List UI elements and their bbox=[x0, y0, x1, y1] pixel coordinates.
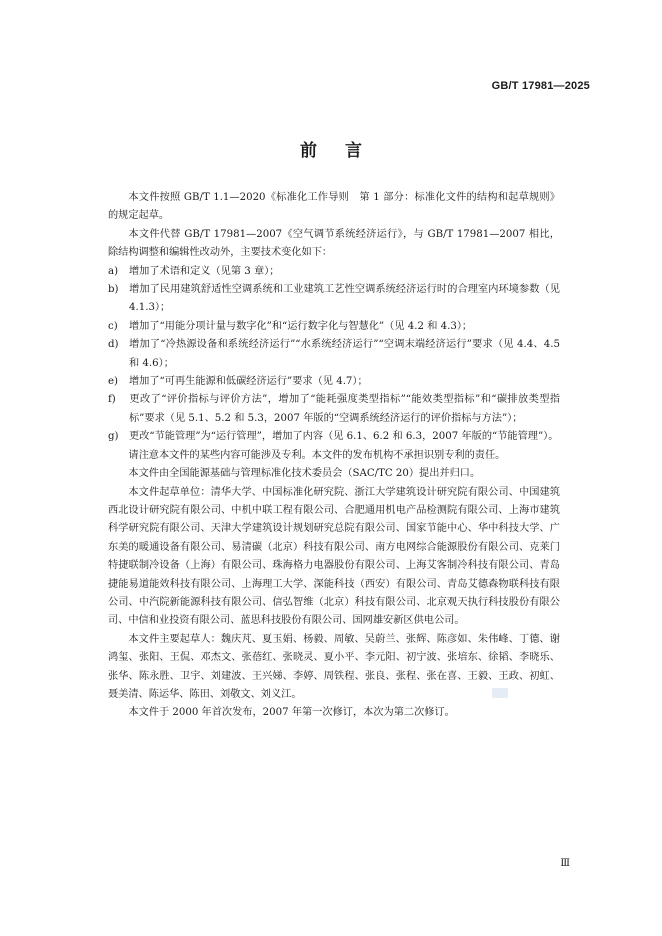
changes-list bbox=[108, 263, 560, 447]
list-item bbox=[108, 391, 560, 428]
list-item-label: e) bbox=[108, 376, 119, 388]
list-item-text: 增加了“冷热源设备和系统经济运行”“水系统经济运行”“空调末端经济运行”要求（见 4.4、4.5 和 4.6）； bbox=[129, 339, 560, 369]
document-id: GB/T 17981—2025 bbox=[491, 80, 590, 92]
patent-notice-paragraph: 请注意本文件的某些内容可能涉及专利。本文件的发布机构不承担识别专利的责任。 bbox=[128, 449, 506, 461]
drafters-paragraph: 本文件主要起草人：魏庆芃、夏玉娟、杨毅、周敏、吴蔚兰、张辉、陈彦如、朱伟峰、丁德、谢鸿玺、张阳、王侃、邓杰文、张蓓红、张晓灵、夏小平、李元阳、初宁波、张培东、徐韬、李晓乐、张华、陈永胜、卫宇、刘建波、王兴娣、李婷、周铁程、张良、张程、张在喜、王毅、王政、初虹、聂美清、陈运华、陈田、刘敬文、刘义江。 bbox=[108, 633, 560, 700]
committee-paragraph: 本文件由全国能源基础与管理标准化技术委员会（SAC/TC 20）提出并归口。 bbox=[128, 468, 481, 480]
list-item bbox=[108, 318, 560, 336]
list-item-text: 增加了民用建筑舒适性空调系统和工业建筑工艺性空调系统经济运行时的合理室内环境参数（见 4.1.3）； bbox=[129, 284, 560, 314]
list-item-label: g) bbox=[108, 431, 119, 443]
list-item-label: f) bbox=[108, 394, 116, 406]
page-number: Ⅲ bbox=[560, 858, 570, 869]
list-item bbox=[108, 263, 560, 281]
list-item-label: d) bbox=[108, 339, 119, 351]
drafting-units-paragraph: 本文件起草单位：清华大学、中国标准化研究院、浙江大学建筑设计研究院有限公司、中国建筑西北设计研究院有限公司、中机中联工程有限公司、合肥通用机电产品检测院有限公司、上海市建筑科学研究院有限公司、天津大学建筑设计规划研究总院有限公司、国家节能中心、华中科技大学、广东美的暖通设备有限公司、易清碳（北京）科技有限公司、南方电网综合能源股份有限公司、克莱门特捷联制冷设备（上海）有限公司、珠海格力电器股份有限公司、上海艾客制冷科技有限公司、青岛捷能易道能效科技有限公司、上海理工大学、深能科技（西安）有限公司、青岛艾德森物联科技有限公司、中汽院新能源科技有限公司、信弘智维（北京）科技有限公司、北京观天执行科技股份有限公司、中信和业投资有限公司、蓝思科技股份有限公司、国网雄安新区供电公司。 bbox=[108, 486, 560, 627]
list-item-text: 增加了“用能分项计量与数字化”和“运行数字化与智慧化”（见 4.2 和 4.3）； bbox=[129, 320, 473, 332]
list-item bbox=[108, 373, 560, 391]
document-body bbox=[108, 189, 560, 723]
list-item-text: 更改了“评价指标与评价方法”，增加了“能耗强度类型指标”“能效类型指标”和“碳排放类型指标”要求（见 5.1、5.2 和 5.3，2007 年版的“空调系统经济运行的评价指标与方法”）； bbox=[129, 394, 560, 424]
intro-paragraph-drafting-rules: 本文件按照 GB/T 1.1—2020《标准化工作导则 第 1 部分：标准化文件的结构和起草规则》的规定起草。 bbox=[108, 192, 560, 222]
list-item-label: c) bbox=[108, 320, 118, 332]
list-item-text: 增加了术语和定义（见第 3 章）； bbox=[129, 265, 280, 277]
watermark-logo-icon bbox=[492, 688, 508, 698]
page-title: 前言 bbox=[300, 141, 390, 161]
list-item-label: b) bbox=[108, 284, 119, 296]
list-item-text: 更改“节能管理”为“运行管理”，增加了内容（见 6.1、6.2 和 6.3，2007 年版的“节能管理”）。 bbox=[129, 431, 559, 443]
list-item-text: 增加了“可再生能源和低碳经济运行”要求（见 4.7）； bbox=[129, 376, 368, 388]
intro-paragraph-replacement: 本文件代替 GB/T 17981—2007《空气调节系统经济运行》，与 GB/T 17981—2007 相比，除结构调整和编辑性改动外，主要技术变化如下： bbox=[108, 228, 560, 259]
history-paragraph: 本文件于 2000 年首次发布，2007 年第一次修订，本次为第二次修订。 bbox=[128, 707, 455, 719]
list-item bbox=[108, 428, 560, 446]
list-item bbox=[108, 336, 560, 373]
list-item bbox=[108, 281, 560, 318]
list-item-label: a) bbox=[108, 265, 119, 277]
